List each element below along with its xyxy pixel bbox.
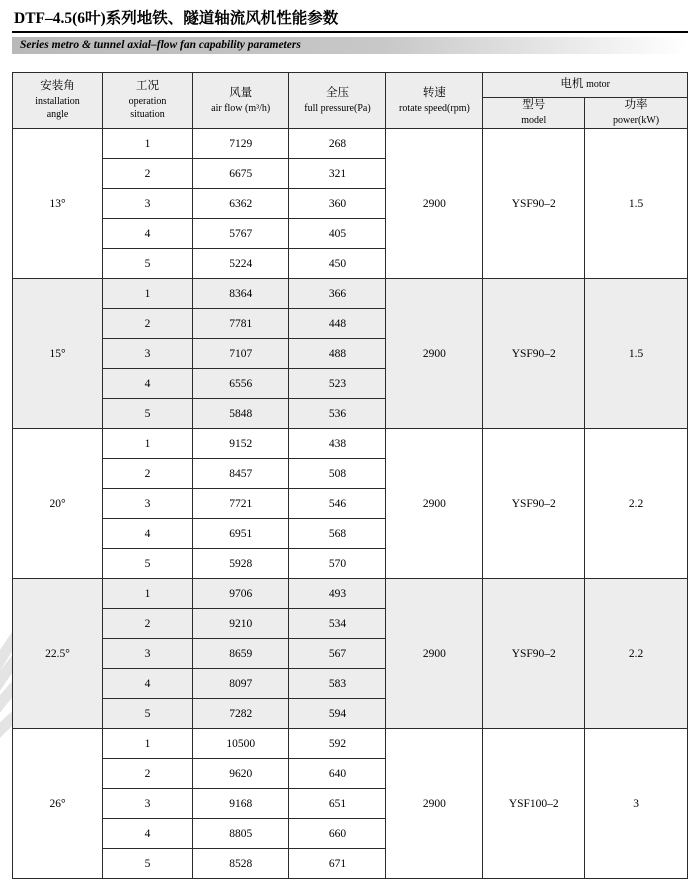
cell-operation-situation: 1 [103, 729, 193, 759]
cell-rotate-speed: 2900 [386, 579, 483, 729]
cell-installation-angle: 26° [13, 729, 103, 879]
cell-air-flow: 9620 [192, 759, 289, 789]
cell-operation-situation: 1 [103, 429, 193, 459]
cell-full-pressure: 523 [289, 369, 386, 399]
cell-operation-situation: 3 [103, 189, 193, 219]
header-operation-situation [103, 73, 193, 129]
header-row-main [13, 73, 688, 98]
cell-motor-power: 1.5 [585, 129, 688, 279]
table-row [13, 129, 688, 159]
cell-full-pressure: 366 [289, 279, 386, 309]
cell-full-pressure: 534 [289, 609, 386, 639]
header-installation-angle-cn: 安装角 [40, 80, 75, 93]
cell-operation-situation: 3 [103, 789, 193, 819]
cell-full-pressure: 438 [289, 429, 386, 459]
table-header [13, 73, 688, 129]
cell-air-flow: 7107 [192, 339, 289, 369]
cell-air-flow: 8457 [192, 459, 289, 489]
cell-operation-situation: 4 [103, 369, 193, 399]
cell-full-pressure: 405 [289, 219, 386, 249]
cell-rotate-speed: 2900 [386, 429, 483, 579]
cell-motor-model: YSF100–2 [483, 729, 585, 879]
header-operation-en2: situation [130, 109, 165, 121]
header-operation-cn: 工况 [135, 80, 159, 93]
subtitle-text: Series metro & tunnel axial–flow fan capability parameters [20, 39, 301, 51]
cell-full-pressure: 546 [289, 489, 386, 519]
header-rotate-speed-cn: 转速 [422, 86, 446, 99]
header-full-pressure-cn: 全压 [325, 86, 349, 99]
cell-operation-situation: 5 [103, 549, 193, 579]
cell-air-flow: 7721 [192, 489, 289, 519]
cell-full-pressure: 448 [289, 309, 386, 339]
cell-air-flow: 6675 [192, 159, 289, 189]
cell-operation-situation: 1 [103, 279, 193, 309]
header-full-pressure [289, 73, 386, 129]
cell-operation-situation: 5 [103, 399, 193, 429]
cell-air-flow: 9210 [192, 609, 289, 639]
cell-operation-situation: 2 [103, 759, 193, 789]
cell-air-flow: 8659 [192, 639, 289, 669]
cell-operation-situation: 3 [103, 339, 193, 369]
header-motor-model-en: model [521, 115, 547, 126]
cell-operation-situation: 2 [103, 309, 193, 339]
cell-full-pressure: 671 [289, 849, 386, 879]
header-air-flow [192, 73, 289, 129]
cell-operation-situation: 4 [103, 669, 193, 699]
cell-full-pressure: 567 [289, 639, 386, 669]
cell-full-pressure: 493 [289, 579, 386, 609]
fan-parameters-table [12, 72, 688, 879]
subtitle-banner [12, 37, 688, 54]
cell-air-flow: 9706 [192, 579, 289, 609]
cell-motor-power: 2.2 [585, 429, 688, 579]
cell-operation-situation: 3 [103, 489, 193, 519]
page-title: DTF–4.5(6叶)系列地铁、隧道轴流风机性能参数 [14, 10, 339, 27]
cell-air-flow: 5848 [192, 399, 289, 429]
cell-full-pressure: 568 [289, 519, 386, 549]
cell-operation-situation: 5 [103, 849, 193, 879]
cell-air-flow: 10500 [192, 729, 289, 759]
cell-operation-situation: 1 [103, 129, 193, 159]
cell-air-flow: 6556 [192, 369, 289, 399]
cell-air-flow: 7282 [192, 699, 289, 729]
cell-full-pressure: 660 [289, 819, 386, 849]
cell-motor-model: YSF90–2 [483, 429, 585, 579]
cell-air-flow: 7781 [192, 309, 289, 339]
cell-motor-model: YSF90–2 [483, 129, 585, 279]
cell-motor-power: 3 [585, 729, 688, 879]
cell-air-flow: 8805 [192, 819, 289, 849]
cell-rotate-speed: 2900 [386, 129, 483, 279]
cell-full-pressure: 488 [289, 339, 386, 369]
header-air-flow-cn: 风量 [229, 86, 253, 99]
header-motor-power [585, 98, 688, 129]
cell-motor-model: YSF90–2 [483, 279, 585, 429]
cell-installation-angle: 20° [13, 429, 103, 579]
cell-operation-situation: 5 [103, 699, 193, 729]
cell-operation-situation: 2 [103, 609, 193, 639]
cell-rotate-speed: 2900 [386, 729, 483, 879]
cell-full-pressure: 321 [289, 159, 386, 189]
header-rotate-speed-en: rotate speed(rpm) [399, 102, 470, 114]
cell-operation-situation: 5 [103, 249, 193, 279]
cell-motor-power: 1.5 [585, 279, 688, 429]
cell-operation-situation: 2 [103, 159, 193, 189]
cell-installation-angle: 15° [13, 279, 103, 429]
cell-installation-angle: 22.5° [13, 579, 103, 729]
cell-full-pressure: 651 [289, 789, 386, 819]
cell-operation-situation: 4 [103, 819, 193, 849]
table-body [13, 129, 688, 879]
header-installation-angle-en1: installation [35, 95, 80, 107]
header-operation-en1: operation [128, 95, 167, 107]
cell-air-flow: 7129 [192, 129, 289, 159]
table-row [13, 429, 688, 459]
cell-air-flow: 5224 [192, 249, 289, 279]
cell-operation-situation: 1 [103, 579, 193, 609]
cell-air-flow: 8097 [192, 669, 289, 699]
cell-operation-situation: 4 [103, 219, 193, 249]
cell-full-pressure: 592 [289, 729, 386, 759]
table-row [13, 729, 688, 759]
cell-operation-situation: 4 [103, 519, 193, 549]
header-motor-power-en: power(kW) [613, 115, 660, 126]
cell-full-pressure: 640 [289, 759, 386, 789]
header-installation-angle-en2: angle [46, 109, 69, 121]
cell-full-pressure: 594 [289, 699, 386, 729]
cell-full-pressure: 583 [289, 669, 386, 699]
cell-motor-model: YSF90–2 [483, 579, 585, 729]
cell-full-pressure: 268 [289, 129, 386, 159]
cell-air-flow: 5767 [192, 219, 289, 249]
table-row [13, 579, 688, 609]
cell-air-flow: 9152 [192, 429, 289, 459]
header-air-flow-en: air flow (m³/h) [211, 102, 271, 114]
cell-installation-angle: 13° [13, 129, 103, 279]
cell-rotate-speed: 2900 [386, 279, 483, 429]
cell-air-flow: 5928 [192, 549, 289, 579]
header-installation-angle [13, 73, 103, 129]
cell-full-pressure: 450 [289, 249, 386, 279]
cell-air-flow: 6951 [192, 519, 289, 549]
cell-full-pressure: 508 [289, 459, 386, 489]
cell-operation-situation: 2 [103, 459, 193, 489]
title-divider [12, 31, 688, 33]
header-motor-model-cn: 型号 [522, 99, 546, 112]
table-row [13, 279, 688, 309]
cell-full-pressure: 536 [289, 399, 386, 429]
header-motor-cn: 电机 [560, 78, 584, 91]
header-motor [483, 73, 688, 98]
header-motor-model [483, 98, 585, 129]
cell-full-pressure: 360 [289, 189, 386, 219]
cell-air-flow: 8528 [192, 849, 289, 879]
cell-air-flow: 8364 [192, 279, 289, 309]
header-rotate-speed [386, 73, 483, 129]
cell-operation-situation: 3 [103, 639, 193, 669]
header-motor-power-cn: 功率 [624, 99, 648, 112]
cell-motor-power: 2.2 [585, 579, 688, 729]
cell-air-flow: 6362 [192, 189, 289, 219]
header-motor-en: motor [586, 79, 610, 91]
cell-full-pressure: 570 [289, 549, 386, 579]
cell-air-flow: 9168 [192, 789, 289, 819]
header-full-pressure-en: full pressure(Pa) [304, 102, 371, 114]
